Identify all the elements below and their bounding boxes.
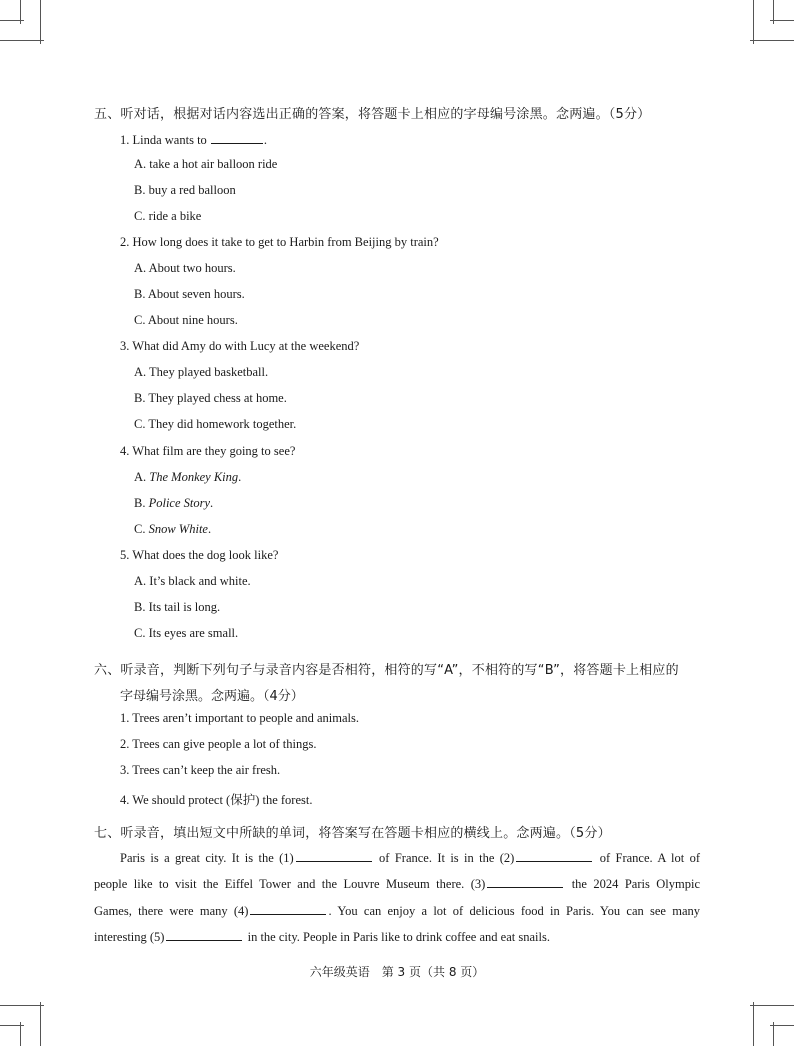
film-title: Snow White (148, 522, 208, 536)
section6-title-cont: 字母编号涂黑。念两遍。（4分） (120, 689, 304, 704)
film-title: The Monkey King (149, 470, 239, 484)
statement: 1. Trees aren’t important to people and animals. (120, 711, 359, 725)
option: B. About seven hours. (134, 287, 245, 301)
question-1: 1. Linda wants to . (120, 133, 268, 147)
option: A. About two hours. (134, 261, 236, 275)
option: C. Snow White. (134, 522, 212, 536)
option: B. Its tail is long. (134, 600, 221, 614)
option: C. They did homework together. (134, 417, 297, 431)
answer-blank-2 (516, 849, 592, 862)
option: A. It’s black and white. (134, 574, 251, 588)
section5-title: 五、听对话，根据对话内容选出正确的答案，将答题卡上相应的字母编号涂黑。念两遍。（5分） (94, 107, 651, 122)
passage-line: interesting (5) in the city. People in Paris like to drink coffee and eat snails. (94, 930, 550, 944)
film-title: Police Story (148, 496, 211, 510)
option: C. About nine hours. (134, 313, 238, 327)
option: A. They played basketball. (134, 365, 269, 379)
option: B. buy a red balloon (134, 183, 236, 197)
passage-line: Games, there were many (4) . You can enjoy a lot of delicious food in Paris. You can see many (94, 904, 700, 918)
question-2: 2. How long does it take to get to Harbin from Beijing by train? (120, 235, 439, 249)
page-footer: 六年级英语 第 3 页（共 8 页） (309, 965, 485, 979)
answer-blank-4 (250, 902, 326, 915)
statement: 4. We should protect (保护) the forest. (120, 793, 313, 807)
answer-blank-5 (166, 928, 242, 941)
section6-title: 六、听录音，判断下列句子与录音内容是否相符，相符的写“A”，不相符的写“B”，将答题卡上相应的 (94, 663, 679, 678)
statement: 2. Trees can give people a lot of things. (120, 737, 317, 751)
section7-title: 七、听录音，填出短文中所缺的单词，将答案写在答题卡相应的横线上。念两遍。（5分） (94, 826, 611, 841)
statement: 3. Trees can’t keep the air fresh. (120, 763, 281, 777)
option: C. Its eyes are small. (134, 626, 239, 640)
question-3: 3. What did Amy do with Lucy at the weekend? (120, 339, 360, 353)
passage-line: Paris is a great city. It is the (1) of France. It is in the (2) of France. A lot of (120, 851, 700, 865)
question-5: 5. What does the dog look like? (120, 548, 279, 562)
answer-blank (211, 131, 263, 144)
answer-blank-1 (296, 849, 372, 862)
question-4: 4. What film are they going to see? (120, 444, 296, 458)
option: B. They played chess at home. (134, 391, 287, 405)
passage-line: people like to visit the Eiffel Tower and the Louvre Museum there. (3) the 2024 Paris Olympic (94, 877, 700, 891)
option: A. The Monkey King. (134, 470, 242, 484)
option: A. take a hot air balloon ride (134, 157, 278, 171)
answer-blank-3 (487, 875, 563, 888)
option: B. Police Story. (134, 496, 214, 510)
option: C. ride a bike (134, 209, 202, 223)
